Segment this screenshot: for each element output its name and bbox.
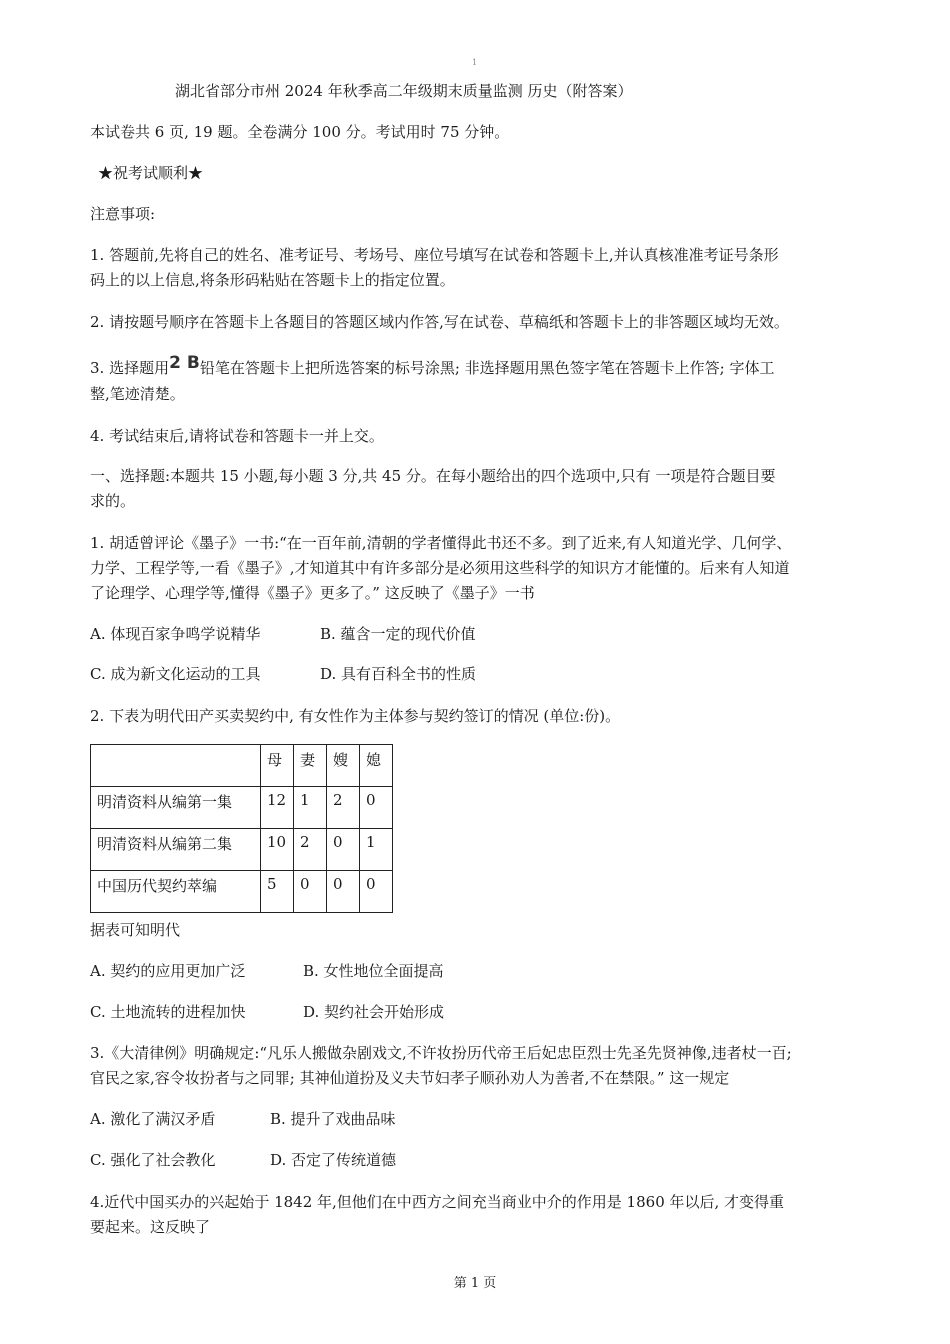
table-cell: 10 [261,829,294,871]
table-header-cell: 媳 [360,745,393,787]
notice-1-line-1: 1. 答题前,先将自己的姓名、准考证号、考场号、座位号填写在试卷和答题卡上,并认真核准准考证号条形 [90,246,779,264]
table-cell: 12 [261,787,294,829]
notice-3-prefix: 3. 选择题用 [90,359,170,377]
table-cell: 2 [327,787,360,829]
table-cell: 中国历代契约萃编 [91,871,261,913]
notice-1-line-2: 码上的以上信息,将条形码粘贴在答题卡上的指定位置。 [90,271,455,289]
q2-option-d: D. 契约社会开始形成 [303,1003,445,1021]
notice-3-line-1 [90,353,775,378]
table-row [91,829,393,871]
table-header-cell: 嫂 [327,745,360,787]
q1-stem-line-1: 1. 胡适曾评论《墨子》一书:“在一百年前,清朝的学者懂得此书还不多。到了近来,有人知道光学、几何学、 [90,534,792,552]
section-1-line-1: 一、选择题:本题共 15 小题,每小题 3 分,共 45 分。在每小题给出的四个选项中,只有 一项是符合题目要 [90,467,776,485]
q1-stem-line-2: 力学、工程学等,一看《墨子》,才知道其中有许多部分是必须用这些科学的知识方才能懂的。后来有人知道 [90,559,790,577]
wish-text: ★祝考试顺利★ [98,164,204,182]
table-cell: 0 [294,871,327,913]
q2-after-table: 据表可知明代 [90,921,181,939]
notice-heading: 注意事项: [90,205,156,223]
q2-option-b: B. 女性地位全面提高 [303,962,444,980]
q1-stem-line-3: 了论理学、心理学等,懂得《墨子》更多了。” 这反映了《墨子》一书 [90,584,535,602]
table-cell: 0 [327,829,360,871]
q1-option-d: D. 具有百科全书的性质 [320,665,477,683]
table-cell: 1 [294,787,327,829]
q4-stem-line-2: 要起来。这反映了 [90,1218,211,1236]
table-row [91,871,393,913]
table-header-row [91,745,393,787]
page-mark: 1 [472,58,478,67]
table-cell: 5 [261,871,294,913]
table-cell: 0 [360,787,393,829]
notice-2: 2. 请按题号顺序在答题卡上各题目的答题区域内作答,写在试卷、草稿纸和答题卡上的非答题区域均无效。 [90,313,789,331]
q1-option-b: B. 蕴含一定的现代价值 [320,625,476,643]
q3-option-d: D. 否定了传统道德 [270,1151,397,1169]
table-cell: 2 [294,829,327,871]
contract-table [90,744,393,913]
q4-stem-line-1: 4.近代中国买办的兴起始于 1842 年,但他们在中西方之间充当商业中介的作用是 1860 年以后, 才变得重 [90,1193,785,1211]
q1-option-a: A. 体现百家争鸣学说精华 [90,625,261,643]
notice-4: 4. 考试结束后,请将试卷和答题卡一并上交。 [90,427,384,445]
q3-stem-line-1: 3.《大清律例》明确规定:“凡乐人搬做杂剧戏文,不许妆扮历代帝王后妃忠臣烈士先圣先贤神像,违者杖一百; [90,1044,792,1062]
exam-intro: 本试卷共 6 页, 19 题。全卷满分 100 分。考试用时 75 分钟。 [90,123,510,141]
q2-stem: 2. 下表为明代田产买卖契约中, 有女性作为主体参与契约签订的情况 (单位:份)。 [90,707,621,725]
q3-option-a: A. 激化了满汉矛盾 [90,1110,216,1128]
table-cell: 明清资料从编第一集 [91,787,261,829]
pencil-2b-label: 2 B [169,353,200,373]
section-1-line-2: 求的。 [90,492,136,510]
table-header-cell: 妻 [294,745,327,787]
table-row [91,787,393,829]
q2-option-c: C. 土地流转的进程加快 [90,1003,246,1021]
q3-stem-line-2: 官民之家,容令妆扮者与之同罪; 其神仙道扮及义夫节妇孝子顺孙劝人为善者,不在禁限。” 这一规定 [90,1069,730,1087]
q2-option-a: A. 契约的应用更加广泛 [90,962,246,980]
table-cell: 0 [360,871,393,913]
notice-3-rest: 铅笔在答题卡上把所选答案的标号涂黑; 非选择题用黑色签字笔在答题卡上作答; 字体工 [199,359,775,377]
notice-3-line-2: 整,笔迹清楚。 [90,385,185,403]
table-cell: 明清资料从编第二集 [91,829,261,871]
table-header-cell: 母 [261,745,294,787]
q3-option-b: B. 提升了戏曲品味 [270,1110,396,1128]
table-cell: 0 [327,871,360,913]
table-header-cell [91,745,261,787]
q3-option-c: C. 强化了社会教化 [90,1151,216,1169]
page-footer: 第 1 页 [453,1276,497,1291]
q1-option-c: C. 成为新文化运动的工具 [90,665,261,683]
page-title: 湖北省部分市州 2024 年秋季高二年级期末质量监测 历史（附答案） [175,82,633,100]
table-cell: 1 [360,829,393,871]
